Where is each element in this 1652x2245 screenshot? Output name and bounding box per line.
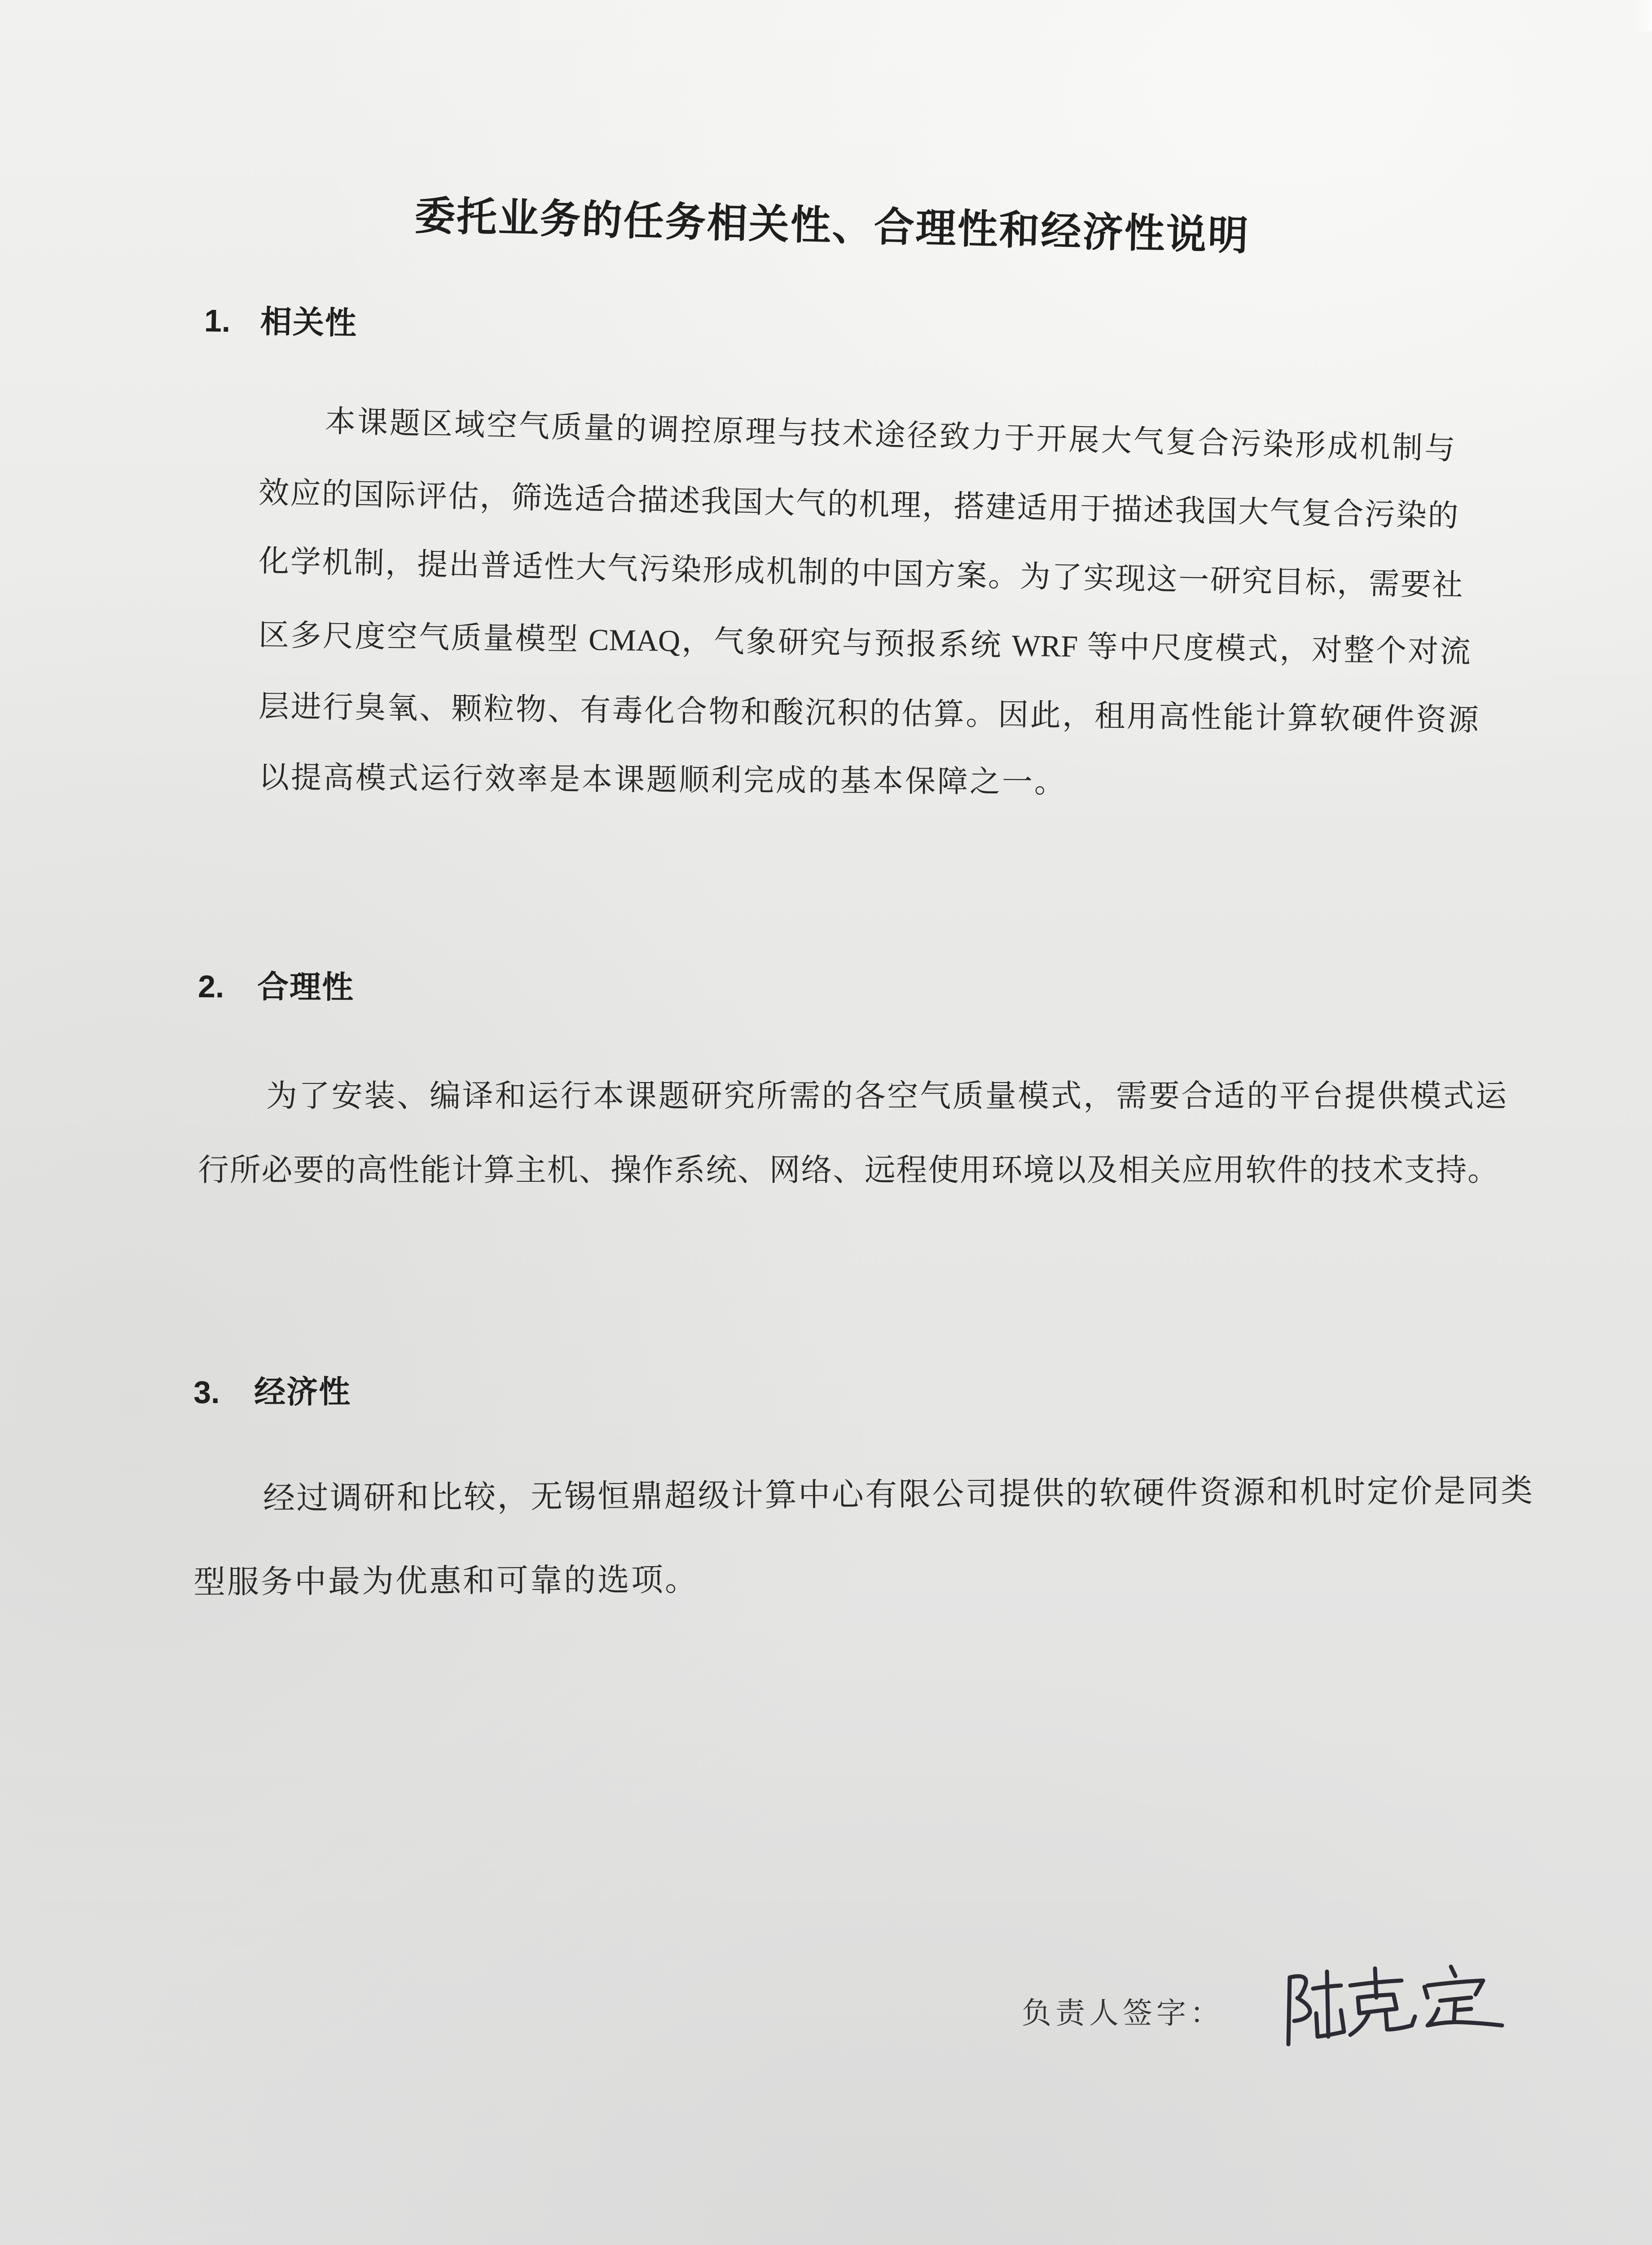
paragraph-line: 行所必要的高性能计算主机、操作系统、网络、远程使用环境以及相关应用软件的技术支持。 <box>198 1153 1498 1187</box>
paragraph-line: 经过调研和比较，无锡恒鼎超级计算中心有限公司提供的软硬件资源和机时定价是同类 <box>263 1473 1533 1516</box>
section-title: 相关性 <box>260 304 358 341</box>
section-title: 经济性 <box>254 1374 351 1410</box>
paragraph-line: 层进行臭氧、颗粒物、有毒化合物和酸沉积的估算。因此，租用高性能计算软硬件资源 <box>258 689 1479 737</box>
paragraph-line: 本课题区域空气质量的调控原理与技术途径致力于开展大气复合污染形成机制与 <box>325 404 1456 466</box>
paragraph-line: 化学机制，提出普适性大气污染形成机制的中国方案。为了实现这一研究目标，需要社 <box>258 544 1463 603</box>
section-heading-economy <box>193 1376 351 1408</box>
paragraph-line: 型服务中最为优惠和可靠的选项。 <box>193 1563 699 1600</box>
paragraph-line: 效应的国际评估，筛选适合描述我国大气的机理，搭建适用于描述我国大气复合污染的 <box>258 475 1459 533</box>
section-number: 2. <box>198 969 224 1004</box>
document-title: 委托业务的任务相关性、合理性和经济性说明 <box>414 194 1250 259</box>
paper-edge <box>1631 0 1652 31</box>
section-heading-relevance <box>204 305 357 339</box>
section-heading-rationality <box>198 971 354 1003</box>
section-number: 3. <box>193 1374 220 1410</box>
signature-label: 负责人签字： <box>1022 1996 1224 2030</box>
section-title: 合理性 <box>257 969 355 1005</box>
paragraph-line: 为了安装、编译和运行本课题研究所需的各空气质量模式，需要合适的平台提供模式运 <box>266 1079 1507 1113</box>
paragraph-line: 区多尺度空气质量模型 CMAQ，气象研究与预报系统 WRF 等中尺度模式，对整个对流 <box>258 618 1471 669</box>
paragraph-line: 以提高模式运行效率是本课题顺利完成的基本保障之一。 <box>258 760 1067 799</box>
section-number: 1. <box>204 303 231 339</box>
handwritten-signature <box>1279 1962 1508 2052</box>
